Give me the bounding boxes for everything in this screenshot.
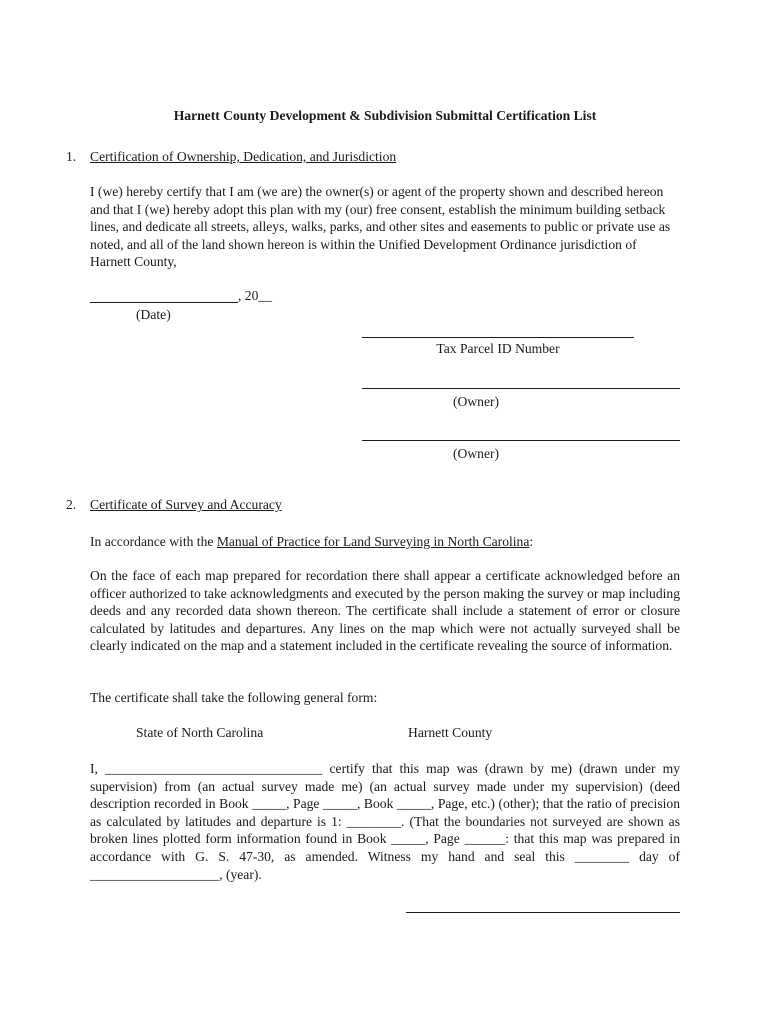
certificate-text: I, ________________________________ certify that this map was (drawn by me) (drawn under my supervision) from (an actual survey made me) (an actual survey made under my supervision) (deed description recorded in Book _____, Page _____, Book _____, Page, etc.) (other); that the ratio of precision as calculated by latitudes and departure is 1: ________. (That the boundaries not surveyed are shown as broken lines plotted form information found in Book _____, Page ______: that this map was prepared in accordance with G. S. 47-30, as amended. Witness my hand and seal this ________ day of ___________________, (year). xyxy=(90,761,680,882)
section-2-body: On the face of each map prepared for recordation there shall appear a certificate acknowledged before an officer authorized to take acknowledgments and executed by the person making the survey or map including deeds and any recorded data shown thereon. The certificate shall include a statement of error or closure calculated by latitudes and departures. Any lines on the map which were not actually surveyed shall be clearly indicated on the map and a statement included in the certificate revealing the source of information. xyxy=(90,568,680,654)
section-1-number: 1. xyxy=(66,149,77,164)
tax-parcel-label: Tax Parcel ID Number xyxy=(436,341,560,356)
section-1-heading: Certification of Ownership, Dedication, and Jurisdiction xyxy=(90,149,397,164)
date-signature-line[interactable] xyxy=(90,302,238,303)
county-label: Harnett County xyxy=(408,725,493,740)
state-label: State of North Carolina xyxy=(136,725,264,740)
tax-parcel-line[interactable] xyxy=(362,337,634,338)
section-2-intro xyxy=(90,533,680,551)
intro-prefix: In accordance with the xyxy=(90,534,217,549)
owner-label-2: (Owner) xyxy=(453,446,500,461)
owner-signature-line-1[interactable] xyxy=(362,388,680,389)
form-intro: The certificate shall take the following general form: xyxy=(90,690,378,705)
section-1-body: I (we) hereby certify that I am (we are) the owner(s) or agent of the property shown and described hereon and that I (we) hereby adopt this plan with my (our) free consent, establish the minimum building setback lines, and dedicate all streets, alleys, walks, parks, and other sites and easements to public or private use as noted, and all of the land shown hereon is within the Unified Development Ordinance jurisdiction of Harnett County, xyxy=(90,184,671,270)
surveyor-signature-line[interactable] xyxy=(406,912,680,913)
section-2-number: 2. xyxy=(66,497,77,512)
owner-label-1: (Owner) xyxy=(453,394,500,409)
owner-signature-line-2[interactable] xyxy=(362,440,680,441)
manual-reference: Manual of Practice for Land Surveying in North Carolina xyxy=(216,534,530,549)
section-2-heading: Certificate of Survey and Accuracy xyxy=(90,497,282,512)
date-label: (Date) xyxy=(136,307,171,322)
date-year-suffix: , 20__ xyxy=(238,288,272,303)
intro-suffix: : xyxy=(529,534,534,549)
page-title: Harnett County Development & Subdivision Submittal Certification List xyxy=(173,108,597,123)
